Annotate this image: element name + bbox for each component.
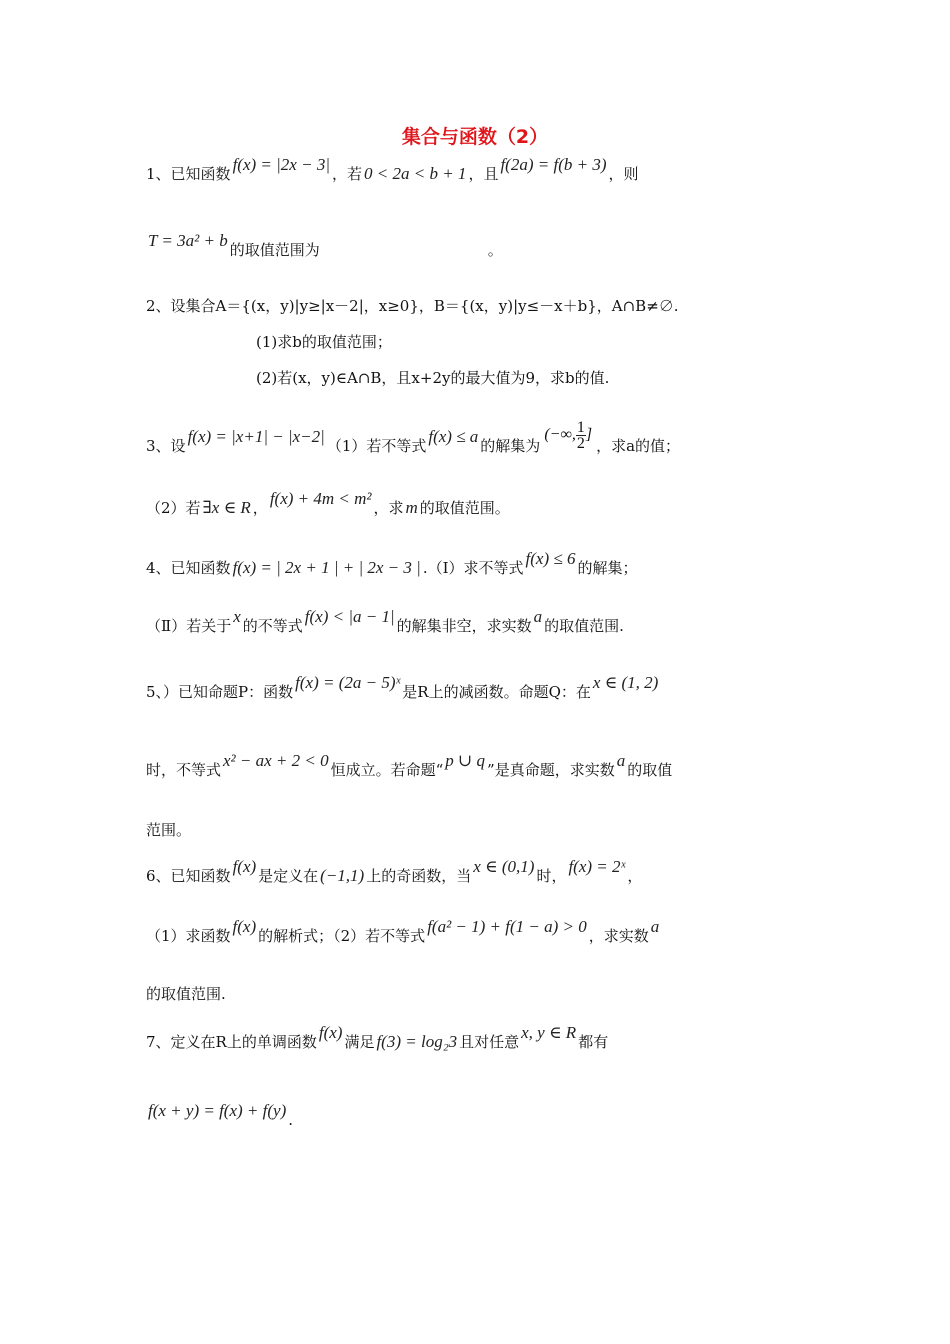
text: （1）求函数 — [146, 927, 231, 945]
question-6-line-1 — [146, 857, 643, 888]
text: 的解集为 — [480, 437, 541, 456]
question-5-line-2 — [146, 751, 673, 782]
text: ，且 — [468, 165, 499, 183]
formula: x ∈ (1, 2) — [592, 673, 659, 692]
formula: f(x) < |a − 1| — [304, 607, 395, 626]
question-3-line-2 — [146, 489, 510, 520]
formula: f(2a) = f(b + 3) — [500, 155, 607, 174]
text: .（Ⅰ）求不等式 — [422, 559, 524, 577]
formula: (−1,1) — [320, 866, 365, 885]
text: 恒成立。若命题“ — [330, 761, 444, 779]
text: 已知函数 — [170, 867, 231, 885]
formula: x² − ax + 2 < 0 — [223, 751, 329, 770]
formula: f(3) = log₂3 — [376, 1032, 458, 1051]
question-2-sub-2: (2)若(x，y)∈A∩B，且x+2y的最大值为9，求b的值. — [256, 369, 610, 387]
formula: f(x) = | 2x + 1 | + | 2x − 3 | — [232, 558, 421, 577]
formula: p ∪ q — [445, 751, 486, 770]
formula: 0 < 2a < b + 1 — [364, 164, 467, 183]
formula: f(x) — [232, 917, 257, 936]
text: ， — [252, 499, 268, 517]
text: （2）若 — [146, 499, 201, 517]
question-number: 5、 — [146, 683, 164, 701]
text: ，若 — [332, 165, 363, 183]
text: 满足 — [344, 1033, 375, 1051]
question-4-line-1 — [146, 549, 638, 580]
text: ）已知命题P：函数 — [163, 683, 294, 701]
question-number: 4、 — [146, 559, 171, 577]
text: 时，不等式 — [146, 761, 222, 779]
question-2-sub-1: (1)求b的取值范围； — [256, 333, 392, 351]
text: 设 — [170, 437, 186, 456]
text: ”是真命题，求实数 — [487, 761, 615, 779]
text: . — [288, 1111, 294, 1129]
formula: x ∈ (0,1) — [473, 857, 535, 876]
text: 定义在R上的单调函数 — [170, 1033, 317, 1051]
page-title: 集合与函数（2） — [401, 126, 549, 148]
text: （Ⅱ）若关于 — [146, 617, 232, 635]
text: 已知函数 — [170, 559, 231, 577]
text: 已知函数 — [170, 165, 231, 183]
question-4-line-2 — [146, 607, 624, 638]
question-2-line-1: 2、设集合A＝{(x，y)|y≥|x－2|，x≥0}，B＝{(x，y)|y≤－x＋b}，A∩B≠∅. — [146, 297, 679, 315]
formula: a — [650, 917, 660, 936]
text: ，求 — [373, 499, 404, 517]
text: 的取值 — [627, 761, 673, 779]
text: 的取值范围。 — [419, 499, 510, 517]
text: ， — [627, 867, 643, 885]
text: 的取值范围. — [544, 617, 624, 635]
question-5-line-3: 范围。 — [146, 821, 192, 839]
question-6-line-3: 的取值范围. — [146, 985, 226, 1003]
formula: f(x) ≤ 6 — [525, 549, 576, 568]
formula: a — [533, 607, 543, 626]
formula: m — [405, 498, 418, 517]
formula: f(x) ≤ a — [428, 427, 479, 447]
text: 的取值范围为 — [229, 241, 320, 259]
text: 是定义在 — [258, 867, 319, 885]
question-number: 6、 — [146, 867, 171, 885]
formula: f(x) + 4m < m² — [269, 489, 372, 508]
question-number: 3、 — [146, 437, 171, 456]
text: 上的奇函数，当 — [366, 867, 472, 885]
text: 的解集； — [577, 559, 638, 577]
formula: a — [616, 751, 626, 770]
question-6-line-2 — [146, 917, 661, 948]
text: 的不等式 — [242, 617, 303, 635]
formula: f(x + y) = f(x) + f(y) — [148, 1101, 287, 1120]
text: ，求a的值； — [596, 437, 681, 456]
text: 都有 — [578, 1033, 609, 1051]
question-number: 7、 — [146, 1033, 171, 1051]
question-7-line-2 — [146, 1101, 294, 1132]
formula: T = 3a² + b — [148, 231, 228, 250]
formula: f(a² − 1) + f(1 − a) > 0 — [427, 917, 587, 936]
question-3-line-1 — [146, 419, 681, 463]
text: 。 — [487, 241, 503, 259]
text: 时， — [536, 867, 567, 885]
formula: f(x) = |x+1| − |x−2| — [187, 427, 325, 447]
question-7-line-1 — [146, 1023, 609, 1054]
fraction-numerator: 1 — [576, 419, 585, 436]
question-1-line-2 — [146, 231, 503, 262]
question-5-line-1 — [146, 673, 660, 704]
fraction-denominator: 2 — [576, 435, 585, 452]
formula: f(x) — [318, 1023, 343, 1042]
formula: x, y ∈ R — [521, 1023, 577, 1042]
formula: f(x) = 2ˣ — [568, 857, 626, 876]
text: 是R上的减函数。命题Q：在 — [402, 683, 591, 701]
text: 且对任意 — [459, 1033, 520, 1051]
text: （1）若不等式 — [326, 437, 427, 456]
text: ，求实数 — [588, 927, 649, 945]
formula: f(x) — [232, 857, 257, 876]
formula: f(x) = (2a − 5)ˣ — [295, 673, 401, 692]
question-number: 1、 — [146, 165, 171, 183]
text: 的解集非空，求实数 — [396, 617, 532, 635]
formula: f(x) = |2x − 3| — [232, 155, 330, 174]
interval-formula: (−∞, $\frac{1}{2}$ ] — [544, 419, 593, 452]
text: 的解析式；（2）若不等式 — [258, 927, 426, 945]
formula: x — [233, 607, 241, 626]
question-1-line-1 — [146, 155, 639, 186]
text: ，则 — [608, 165, 639, 183]
formula: ∃x ∈ R — [202, 498, 251, 517]
